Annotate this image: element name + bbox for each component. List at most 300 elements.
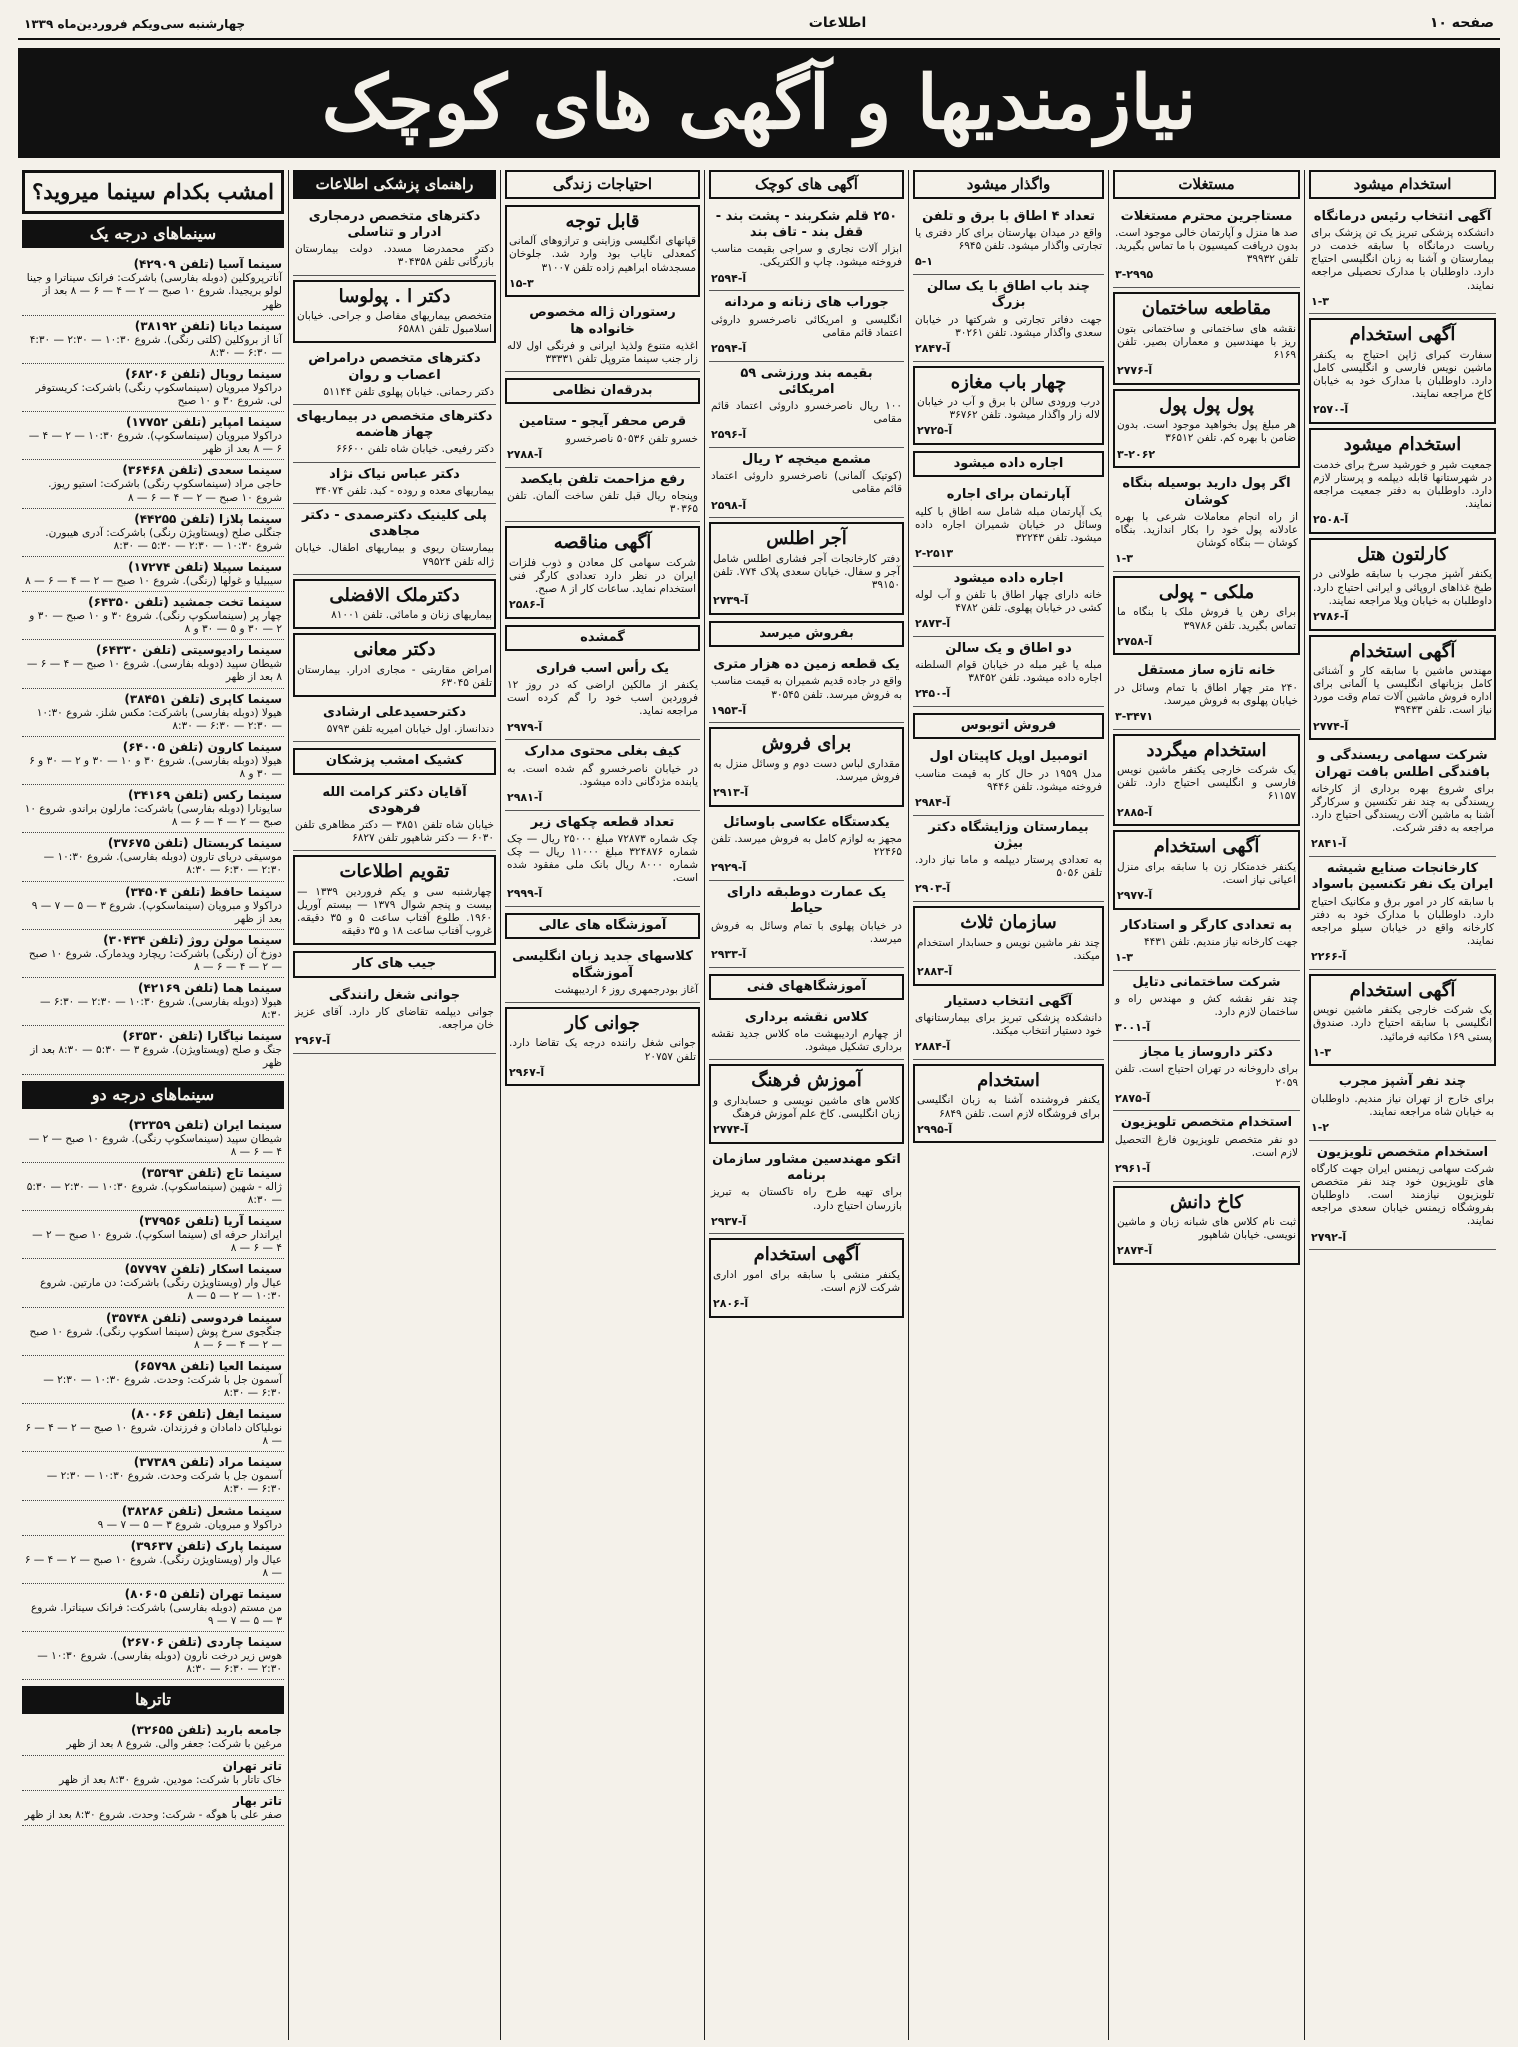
cinema-showtimes: آنا از بروکلین (کلتی رنگی). شروع ۱۰:۳۰ — ۲:۳۰ — ۴:۳۰ — ۶:۳۰ — ۸:۳۰ [29,333,282,359]
classified-ad [709,362,904,449]
cinema-showtimes: هیولا (دوبله بفارسی). شروع ۱۰:۳۰ — ۲:۳۰ — ۶:۳۰ — ۸:۳۰ [39,996,282,1022]
column-7 [18,170,288,2040]
cinema-name: سینما تخت جمشید (تلفن ۶۴۳۵۰) [88,595,282,609]
ad-body: چک شماره ۷۲۸۷۳ مبلغ ۲۵۰۰۰ ریال — چک شماره ۳۲۴۸۷۶ مبلغ ۱۱۰۰۰ ریال — چک شماره ۸۰۰۰ ریال بانک ملی مفقود شده است. [507,832,698,885]
ad-ref: آ-۲۸۷۳ [915,617,951,631]
ad-body: متخصص بیماریهای مفاصل و جراحی. خیابان اسلامبول تلفن ۶۵۸۸۱ [297,310,492,336]
ad-body: کلاس های ماشین نویسی و حسابداری و زبان انگلیسی. کاخ علم آموزش فرهنگ [713,1094,900,1120]
column-6 [288,170,500,2040]
cinema-listing [22,1720,284,1755]
classified-ad [709,522,904,615]
ad-title: مشمع میخچه ۲ ریال [742,452,871,467]
ad-title: به تعدادی کارگر و استادکار [1120,917,1293,933]
ad-title: یک رأس اسب فراری [535,660,670,676]
cinema-showtimes: دراکولا مبرویان (سینماسکوپ). شروع ۱۰:۳۰ — ۲ — ۴ — ۶ — ۸ بعد از ظهر [28,430,282,456]
section-heading: بفروش میرسد [709,621,904,647]
ad-title: چند باب اطاق با یک سالن بزرگ [926,279,1091,311]
ad-title: چهار باب مغازه [950,371,1067,393]
classified-ad [293,463,496,504]
cinema-showtimes: حاجی مراد (سینماسکوپ رنگی) باشرکت: استیو ریوز. شروع ۱۰ صبح — ۲ — ۴ — ۶ — ۸ [48,478,282,504]
cinema-name: سینما هما (تلفن ۴۲۱۶۹) [138,981,282,995]
classified-ad [505,468,700,523]
ad-body: دانشکده پزشکی تبریز برای بیمارستانهای خود دستیار انتخاب میکند. [915,1011,1102,1037]
classified-ad [709,1006,904,1061]
ad-ref: آ-۲۵۷۰ [1313,403,1349,417]
ad-ref: آ-۲۷۹۲ [1311,1230,1347,1244]
ad-ref: آ-۲۹۹۹ [507,887,543,901]
ad-title: قرص محفر آیجو - ستامین [518,414,687,430]
classified-ad [1113,1186,1300,1266]
cinema-listing [22,1163,284,1211]
classified-ad [505,811,700,908]
ad-body: با سابقه کار در امور برق و مکانیک احتیاج دارد. داوطلبان با مدارک خود به دفتر کارخانه واقع در خیابان سیلو مراجعه نمایند. [1311,895,1494,947]
banner-title: نیازمندیها و آگهی های کوچک [321,60,1197,146]
ad-title: آگهی استخدام [1153,836,1260,858]
ad-title: اجاره داده میشود [953,570,1064,586]
section-heading: کشیک امشب پزشکان [293,748,496,774]
section-heading: آموزشگاههای فنی [709,974,904,1000]
ad-title: رستوران ژاله مخصوص خانواده ها [529,305,676,337]
ad-ref: آ-۲۴۵۰ [915,687,951,701]
ad-body: یکنفر فروشنده آشنا به زبان انگلیسی برای فروشگاه لازم است. تلفن ۶۸۴۹ [917,1094,1100,1120]
ad-body: یک آپارتمان مبله شامل سه اطاق با کلیه وسائل در خیابان شمیران اجاره داده میشود. تلفن ۳۲۲۴۳ [915,505,1102,544]
ad-body: واقع در جاده قدیم شمیران به قیمت مناسب به فروش میرسد. تلفن ۳۰۵۴۵ [711,675,902,701]
classified-ad [913,745,1104,815]
ad-ref: آ-۲۸۷۴ [1117,1244,1153,1258]
ad-ref: آ-۱۹۵۳ [711,703,747,717]
cinema-showtimes: دراکولا مبرویان (سینماسکوپ رنگی) باشرکت: کریستوفر لی. شروع ۳۰ و ۱۰ صبح [35,381,282,407]
cinema-listing [22,1026,284,1074]
ad-title: مقاطعه ساختمان [1141,298,1272,320]
cinema-name: سینما رکس (تلفن ۳۴۱۶۹) [128,788,282,802]
section-heading: جیب های کار [293,951,496,977]
ad-body: یک شرکت خارجی یکنفر ماشین نویس انگلیسی با سابقه احتیاج دارد. صندوق پستی ۱۶۹ مکاتبه فرمائید. [1313,1004,1492,1043]
classified-ad [913,637,1104,707]
ad-body: دانشکده پزشکی تبریز یک تن پزشک برای ریاست درمانگاه با سابقه خدمت در بیمارستان و آشنا به زبان انگلیسی احتیاج دارد. داوطلبان با مدارک تحصیلی مراجعه نمایند. [1311,227,1494,292]
ad-title: برای فروش [761,733,852,755]
cinema-showtimes: جنگلی صلح (ویستاویژن رنگی) باشرکت: آدری هیبورن. شروع ۱۰:۳۰ — ۲:۳۰ — ۵:۳۰ — ۸:۳۰ [45,526,282,552]
ad-ref: آ-۲۸۸۳ [917,964,953,978]
ad-ref: ۱-۲ [1311,1120,1329,1134]
ad-title: آقایان دکتر کرامت الله فرهودی [322,784,467,816]
classified-ad [1113,576,1300,656]
cinema-listing [22,833,284,881]
cinema-listing [22,737,284,785]
ad-ref: آ-۲۸۸۴ [915,1040,951,1054]
cinema-name: سینما ایران (تلفن ۳۲۳۵۹) [128,1117,282,1132]
ad-title: چند نفر آشپز مجرب [1338,1074,1467,1090]
ad-body: هر مبلغ پول بخواهید موجود است. بدون ضامن با بهره کم. تلفن ۳۶۵۱۲ [1117,419,1296,445]
cinema-showtimes: هیولا (دوبله بفارسی). شروع ۳۰ و ۱۰ — ۳۰ و ۲ — ۳۰ و ۶ — ۳۰ و ۸ [29,754,282,780]
classified-ad [293,701,496,742]
page-number: صفحه ۱۰ [1429,15,1494,32]
classifieds-banner [18,48,1500,158]
ad-title: ۲۵۰ قلم شکربند - پشت بند - قفل بند - تاف بند [715,208,898,240]
cinema-showtimes: ژاله - شهین (سینماسکوپ). شروع ۱۰:۳۰ — ۲:۳۰ — ۵:۳۰ — ۸:۳۰ [26,1180,282,1206]
classified-ad [293,405,496,463]
ad-ref: آ-۲۹۹۵ [917,1122,953,1136]
ad-body: ثبت نام کلاس های شبانه زبان و ماشین نویسی. خیابان شاهپور [1117,1216,1296,1242]
ad-body: بیمارستان ریوی و بیماریهای اطفال. خیابان ژاله تلفن ۷۹۵۲۴ [295,542,494,568]
ad-title: آگهی استخدام [1349,324,1456,346]
ad-body: مدل ۱۹۵۹ در حال کار به قیمت مناسب فروخته میشود. تلفن ۹۴۴۶ [915,767,1102,793]
cinema-listing [22,412,284,460]
ad-ref: ۳-۲۰۶۲ [1117,447,1156,461]
classified-ad [709,653,904,723]
cinema-name: سینما دیانا (تلفن ۳۸۱۹۲) [134,318,282,333]
ad-body: جوانی دیپلمه تقاضای کار دارد. آقای عزیز خان مراجعه. [295,1005,494,1031]
classified-ad [293,579,496,630]
cinema-name: سینما کریستال (تلفن ۳۷۶۷۵) [107,836,282,851]
ad-body: خسرو تلفن ۵۰۵۳۶ ناصرخسرو [565,432,698,445]
ad-body: برای تهیه طرح راه تاکستان به تبریز بازرسان احتیاج دارد. [711,1186,902,1212]
cinema-showtimes: صفر علی با هوگه - شرکت: وحدت. شروع ۸:۳۰ بعد از ظهر [24,1808,282,1821]
classified-ad [293,205,496,276]
ad-ref: آ-۲۹۳۷ [711,1214,747,1228]
ad-ref: آ-۲۹۶۷ [295,1034,331,1048]
cinema-showtimes: من مستم (دوبله بفارسی) باشرکت: فرانک سیناترا. شروع ۳ — ۵ — ۷ — ۹ [31,1601,282,1627]
cinema-name: سینما ایفل (تلفن ۸۰۰۶۶) [130,1407,282,1421]
paper-name: اطلاعات [808,15,867,32]
ad-body: در خیابان پهلوی با تمام وسائل به فروش میرسد. [711,919,902,945]
cinema-showtimes: عیال وار (ویستاویژن رنگی) باشرکت: دن مارتین. شروع ۱۰:۳۰ — ۲ — ۵ — ۸ [40,1277,282,1303]
classified-ad [1113,914,1300,971]
classified-ad [293,347,496,405]
ad-body: برای داروخانه در تهران احتیاج است. تلفن ۲۰۵۹ [1115,1063,1298,1089]
cinema-listing [22,592,284,640]
ad-title: آموزش فرهنگ [751,1070,862,1092]
cinema-section-title: سینماهای درجه یک [22,220,284,248]
classified-ad [1113,1111,1300,1181]
cinema-showtimes: شیطان سپید (سینماسکوپ رنگی). شروع ۱۰ صبح — ۲ — ۴ — ۶ — ۸ [28,1132,282,1158]
cinema-listing [22,1756,284,1791]
cinema-listing [22,1452,284,1500]
ad-body: جمعیت شیر و خورشید سرخ برای خدمت در شهرستانها قابله دیپلمه و پرستار لازم دارد. داوطلبان به دفتر جمعیت مراجعه نمایند. [1313,458,1492,510]
ad-title: آگهی استخدام [1349,640,1456,662]
ad-title: آپارتمان برای اجاره [946,487,1071,503]
ad-title: کاخ دانش [1170,1191,1243,1213]
ad-ref: ۵-۱ [915,255,933,269]
cinema-name: تاتر بهار [232,1793,282,1808]
cinema-listing [22,1259,284,1307]
ad-body: درب ورودی سالن با برق و آب در خیابان لاله زار واگذار میشود. تلفن ۳۶۷۶۲ [917,396,1100,422]
ad-title: دکترملک الافضلی [329,584,460,606]
cinema-showtimes: دوزخ آن (رنگی) باشرکت: ریچارد ویدمارک. شروع ۱۰ صبح — ۲ — ۴ — ۶ — ۸ [28,947,282,973]
section-heading: آموزشگاه های عالی [505,913,700,939]
ad-body: خانه دارای چهار اطاق با تلفن و آب لوله کشی در خیابان پهلوی. تلفن ۴۷۸۲ [915,588,1102,614]
ad-body: بیماریهای معده و روده - کبد. تلفن ۳۴۰۷۴ [315,484,494,497]
cinema-showtimes: ایراندار حرفه ای (سینما اسکوپ). شروع ۱۰ صبح — ۲ — ۴ — ۶ — ۸ [32,1229,282,1255]
ad-body: جهت کارخانه نیاز مندیم. تلفن ۴۴۳۱ [1143,936,1298,948]
cinema-name: سینما سپیلا (تلفن ۱۷۲۷۴) [128,559,282,574]
cinema-name: سینما العیا (تلفن ۶۵۷۹۸) [134,1358,282,1373]
ad-ref: آ-۲۹۳۳ [711,947,747,961]
ad-ref: آ-۲۹۶۷ [509,1065,545,1079]
cinema-listing [22,1791,284,1826]
ad-title: رفع مزاحمت تلفن بایکصد [520,471,685,487]
cinema-name: سینما حافظ (تلفن ۳۴۵۰۴) [125,884,282,899]
classified-ad [913,567,1104,637]
ad-title: پلی کلینیک دکترصمدی - دکتر مجاهدی [302,507,487,540]
classified-ad [1113,205,1300,288]
ad-ref: آ-۲۷۷۴ [1313,719,1349,733]
column-heading: مستغلات [1113,170,1300,199]
ad-body: دکتر رحمانی. خیابان پهلوی تلفن ۵۱۱۴۴ [323,385,494,398]
column-2 [1108,170,1304,2040]
section-heading: اجاره داده میشود [913,451,1104,477]
column-5 [500,170,704,2040]
ad-title: استخدام متخصص تلویزیون [1316,1144,1489,1160]
cinema-showtimes: جنگ و صلح (ویستاویژن). شروع ۳ — ۵:۳۰ — ۸:۳۰ بعد از ظهر [30,1044,282,1070]
classified-ad [1113,659,1300,729]
column-4 [704,170,908,2040]
ad-ref: آ-۲۹۶۱ [1115,1161,1151,1175]
column-heading: واگذار میشود [913,170,1104,199]
cinema-listing [22,509,284,557]
ad-title: یک عمارت دوطبقه دارای حیاط [726,885,887,917]
ad-title: آگهی انتخاب رئیس درمانگاه [1313,208,1492,224]
ad-title: خانه تازه ساز مستقل [1137,663,1276,679]
column-heading: استخدام میشود [1309,170,1496,199]
ad-ref: ۲-۲۵۱۳ [915,546,954,560]
cinema-showtimes: دراکولا و مبرویان. شروع ۳ — ۵ — ۷ — ۹ [97,1518,282,1531]
cinema-name: سینما فردوسی (تلفن ۳۵۷۴۸) [106,1310,282,1325]
ad-title: استخدام میگردد [1146,739,1267,761]
ad-ref: آ-۲۸۴۱ [1311,837,1347,851]
section-heading: فروش اتوبوس [913,713,1104,739]
ad-ref: آ-۲۹۷۹ [507,720,543,734]
cinema-listing [22,689,284,737]
ad-ref: آ-۲۲۶۶ [1311,950,1347,963]
ad-ref: آ-۲۸۷۵ [1115,1091,1151,1105]
section-heading: بدرقه‌ان نظامی [505,378,700,404]
cinema-listing [22,1632,284,1680]
cinema-name: سینما رادیوسیتی (تلفن ۶۴۳۳۰) [95,643,282,658]
ad-body: مجهز به لوازم کامل به فروش میرسد. تلفن ۲۲۴۶۵ [711,833,902,859]
cinema-listing [22,254,284,315]
ad-ref: آ-۲۸۴۷ [915,341,951,355]
cinema-name: سینما رویال (تلفن ۶۸۲۰۶) [125,366,282,381]
ad-title: پول پول پول [1159,394,1254,416]
ad-title: شرکت سهامی ریسندگی و بافندگی اطلس بافت تهران [1315,748,1490,780]
classified-ad [709,727,904,807]
cinema-listing [22,1536,284,1584]
ad-body: دو نفر متخصص تلویزیون فارغ التحصیل لازم است. [1115,1133,1298,1159]
ad-body: از چهارم اردیبهشت ماه کلاس جدید نقشه برداری تشکیل میشود. [711,1028,902,1054]
ad-body: به تعدادی پرستار دیپلمه و ماما نیاز دارد. تلفن ۵۰۵۶ [915,854,1102,880]
classified-ad [293,633,496,697]
ad-ref: ۱-۳ [1115,951,1133,965]
ad-body: برای رهن یا فروش ملک با بنگاه ما تماس بگیرید. تلفن ۳۹۷۸۶ [1117,606,1296,632]
ad-body: واقع در میدان بهارستان برای کار دفتری یا تجارتی واگذار میشود. تلفن ۶۹۴۵ [915,227,1102,253]
classified-ad [913,990,1104,1060]
cinema-name: سینما کاپری (تلفن ۳۸۴۵۱) [124,691,282,706]
newspaper-page [18,10,1500,2040]
classified-ad [1309,1070,1496,1140]
ad-ref: آ-۳۰۰۱ [1115,1021,1151,1035]
ad-body: دکتر رفیعی. خیابان شاه تلفن ۶۶۶۰۰ [336,443,494,456]
cinema-listing [22,1308,284,1356]
classified-ad [1309,318,1496,424]
ad-ref: آ-۲۷۷۶ [1117,364,1153,377]
classified-ad [913,1064,1104,1144]
ad-body: از راه انجام معاملات شرعی با بهره عادلانه پول خود را بکار اندازید. بنگاه کوشان — بنگاه کوشان [1115,510,1298,549]
cinema-name: سینما پارک (تلفن ۳۹۶۳۷) [130,1538,282,1553]
cinema-listing [22,978,284,1026]
ad-title: آگهی انتخاب دستیار [944,993,1073,1009]
ad-body: یکنفر از مالکین اراضی که در روز ۱۲ فروردین اسب خود را گم کرده است مراجعه نماید. [507,679,698,718]
classified-ad [505,740,700,810]
ad-title: مستاجرین محترم مستغلات [1120,208,1293,224]
ad-title: بقیمه بند ورزشی ۵۹ امریکائی [740,365,873,397]
classified-ad [913,906,1104,986]
cinema-name: تاتر تهران [222,1758,282,1773]
classified-ad [293,855,496,945]
cinema-name: سینما امپایر (تلفن ۱۷۷۵۲) [125,415,282,430]
classified-ad [293,504,496,575]
ad-ref: آ-۲۷۸۸ [507,447,543,461]
cinema-name: جامعه باربد (تلفن ۳۲۶۵۵) [131,1723,282,1738]
cinema-showtimes: آسمون جل با شرکت: وحدت. شروع ۱۰:۳۰ — ۲:۳۰ — ۶:۳۰ — ۸:۳۰ [43,1373,282,1399]
cinema-showtimes: سایونارا (دوبله بفارسی) باشرکت: مارلون براندو. شروع ۱۰ صبح — ۲ — ۴ — ۶ — ۸ [24,803,282,829]
classified-ad [709,1064,904,1144]
column-heading: راهنمای پزشکی اطلاعات [293,170,496,199]
ad-body: جوانی شغل راننده درجه یک تقاضا دارد. تلفن ۲۰۷۵۷ [509,1037,696,1063]
ad-ref: آ-۲۷۳۹ [713,594,749,608]
cinema-listing [22,930,284,978]
ad-title: تعداد قطعه چکهای زیر [530,814,675,830]
cinema-showtimes: خاک تاتار با شرکت: مودین. شروع ۸:۳۰ بعد از ظهر [59,1773,282,1786]
classified-ad [1309,1141,1496,1251]
cinema-name: سینما آریا (تلفن ۳۷۹۵۶) [138,1214,282,1228]
classified-ad [1309,744,1496,857]
ad-ref: آ-۲۹۲۹ [711,861,747,875]
section-heading: گمشده [505,625,700,651]
ad-body: مبله یا غیر مبله در خیابان قوام السلطنه اجاره داده میشود. تلفن ۳۸۴۵۲ [915,659,1102,685]
ad-title: کلاس نقشه برداری [744,1009,869,1025]
cinema-listing [22,882,284,930]
cinema-name: سینما چاردی (تلفن ۲۶۷۰۶) [121,1635,282,1650]
cinema-showtimes: مرغین با شرکت: جعفر والی. شروع ۸ بعد از ظهر [66,1738,282,1751]
cinema-name: سینما پلازا (تلفن ۴۴۲۵۵) [134,511,282,526]
classified-ad [1309,857,1496,970]
ad-body: اغذیه متنوع ولذیذ ایرانی و فرنگی اول لاله زار جنب سینما متروپل تلفن ۳۳۳۳۱ [507,339,698,365]
ad-body: یکنفر آشپز مجرب با سابقه طولانی در طبخ غذاهای اروپائی و ایرانی احتیاج دارد. داوطلبان به خیابان ویلا مراجعه نمایند. [1313,568,1492,607]
ad-body: چند نفر ماشین نویس و حسابدار استخدام میکند. [917,936,1100,962]
cinema-showtimes: چهار پر (سینماسکوپ رنگی). شروع ۳۰ و ۱۰ صبح — ۳۰ و ۲ — ۳۰ و ۵ — ۳۰ و ۸ [29,610,282,636]
ad-title: استخدام [977,1069,1040,1091]
classified-ad [1113,292,1300,385]
ad-title: دکترحسیدعلی ارشادی [322,705,467,720]
ad-title: کارلتون هتل [1356,543,1448,565]
ad-body: صد ها منزل و آپارتمان خالی موجود است. بدون دریافت کمیسیون با ما تماس بگیرید. تلفن ۳۹۹۳۲ [1115,227,1298,266]
cinema-listing [22,316,284,364]
ad-body: نقشه های ساختمانی و ساختمانی بتون ریز با مهندسین و معماران بصیر. تلفن ۶۱۶۹ [1117,322,1296,361]
ad-ref: آ-۲۷۷۴ [713,1123,749,1137]
classified-ad [1309,635,1496,741]
classified-ad [913,366,1104,446]
classified-ad [913,483,1104,566]
classified-ad [1113,971,1300,1041]
classified-ad [1309,205,1496,315]
classified-ad [293,781,496,852]
cinema-listing [22,1404,284,1452]
classified-ad [1309,538,1496,631]
ad-title: بیمارستان وزایشگاه دکتر بیژن [928,819,1089,851]
ad-body: خیابان شاه تلفن ۳۸۵۱ — دکتر مظاهری تلفن ۶۰۳۰ — دکتر شاهپور تلفن ۶۸۲۷ [295,819,494,845]
ad-body: چند نفر نقشه کش و مهندس راه و ساختمان لازم دارد. [1115,993,1298,1019]
cinema-name: سینما سعدی (تلفن ۳۶۴۶۸) [122,463,282,478]
cinema-showtimes: موسیقی دریای تارون (دوبله بفارسی). شروع ۱۰:۳۰ — ۲:۳۰ — ۶:۳۰ — ۸:۳۰ [43,851,282,877]
ad-ref: آ-۲۹۸۴ [915,795,951,809]
ad-body: وپنجاه ریال قبل تلفن ساخت آلمان. تلفن ۳۰۳۶۵ [507,489,698,515]
ad-title: تقویم اطلاعات [339,861,450,883]
cinema-showtimes: نوبلیاکان دامادان و فرزندان. شروع ۱۰ صبح — ۲ — ۴ — ۶ — ۸ [25,1422,282,1448]
cinema-listing [22,1584,284,1632]
cinema-listing [22,785,284,833]
cinema-listing [22,1211,284,1259]
ad-title: دو اطاق و یک سالن [945,640,1072,656]
issue-date: چهارشنبه سی‌ویکم فروردین‌ماه ۱۳۳۹ [24,16,246,31]
ad-body: مهندس ماشین با سابقه کار و آشنائی کامل بزبانهای انگلیسی یا آلمانی برای اداره فروش ماشین آلات تمام وقت مورد نیاز است. تلفن ۳۹۴۳۳ [1313,665,1492,717]
ad-ref: آ-۲۵۹۴ [711,341,747,355]
classified-ad [505,301,700,372]
cinema-showtimes: هیولا (دوبله بفارسی) باشرکت: مکس شلز. شروع ۱۰:۳۰ — ۲:۳۰ — ۶:۳۰ — ۸:۳۰ [36,706,282,732]
ad-body: بیماریهای زنان و مامائی. تلفن ۸۱۰۰۱ [331,609,492,622]
ad-title: سازمان ثلاث [960,912,1057,934]
classified-ad [293,984,496,1054]
ad-ref: آ-۲۷۸۶ [1313,609,1349,623]
cinema-listing [22,640,284,688]
classified-ad [709,811,904,881]
ad-title: جوراب های زنانه و مردانه [724,295,889,311]
ad-body: ابزار آلات نجاری و سراجی بقیمت مناسب فروخته میشود. چاپ و الکتریکی. [711,243,902,269]
classified-ad [1113,389,1300,469]
ad-title: دکتر معانی [353,639,436,661]
ad-title: اتکو مهندسین مشاور سازمان برنامه [712,1151,901,1184]
ad-title: یکدستگاه عکاسی باوسائل [723,814,890,830]
ad-title: دکترهای متخصص درامراض اعصاب و روان [308,351,481,383]
cinema-heading: امشب بکدام سینما میروید؟ [22,170,284,214]
ad-ref: ۱۵-۳ [509,276,534,290]
classified-ad [709,291,904,361]
ad-body: سفارت کبرای ژاپن احتیاج به یکنفر ماشین نویس فارسی و انگلیسی کامل دارد. داوطلبان با مدارک خود به خیابان کاخ مراجعه نمایند. [1313,348,1492,401]
ad-title: جوانی شغل رانندگی [328,987,461,1003]
cinema-showtimes: دراکولا و مبرویان (سینماسکوپ). شروع ۳ — ۵ — ۷ — ۹ بعد از ظهر [31,899,282,925]
ad-ref: آ-۲۵۹۸ [711,498,747,512]
cinema-showtimes: جنگجوی سرخ پوش (سینما اسکوپ رنگی). شروع ۱۰ صبح — ۲ — ۴ — ۶ — ۸ [29,1325,282,1351]
ad-body: جهت دفاتر تجارتی و شرکتها در خیابان سعدی واگذار میشود. تلفن ۳۰۲۶۱ [915,313,1102,339]
ad-ref: ۱-۳ [1311,294,1329,308]
classified-ad [1113,734,1300,827]
ad-ref: آ-۲۹۰۳ [915,882,951,896]
ad-ref: ۳-۳۴۷۱ [1115,709,1154,723]
ad-title: اتومبیل اوپل کاپیتان اول [929,749,1088,765]
column-heading: آگهی های کوچک [709,170,904,199]
ad-title: دکتر ا . پولوسا [338,285,451,307]
classified-ad [505,205,700,298]
ad-title: آگهی استخدام [753,1244,860,1266]
cinema-name: سینما مشعل (تلفن ۳۸۲۸۶) [121,1503,282,1518]
ad-body: یکنفر خدمتکار زن با سابقه برای منزل اعیانی نیاز است. [1117,860,1296,886]
ad-title: استخدام متخصص تلویزیون [1120,1115,1293,1131]
ad-ref: آ-۲۷۲۵ [917,424,953,438]
ad-ref: ۱-۳ [1115,552,1133,566]
cinema-showtimes: سیبیلیا و غولها (رنگی). شروع ۱۰ صبح — ۲ — ۴ — ۶ — ۸ [25,574,282,587]
ad-body: قپانهای انگلیسی وزاینی و ترازوهای آلمانی کمعدلی نایاب بود وارد شد. جلوخان مسجدشاه ابراهیم زاده تلفن ۳۱۰۰۷ [509,235,696,274]
ad-title: کیف بغلی محتوی مدارک [524,744,681,760]
classified-ad [709,1148,904,1235]
